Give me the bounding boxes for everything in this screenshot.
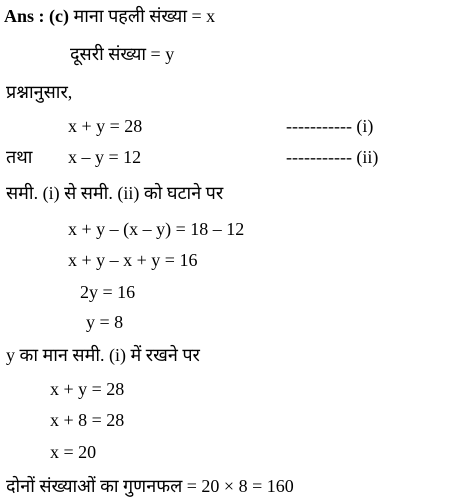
tatha-label: तथा xyxy=(6,147,33,167)
ans-line xyxy=(4,7,215,25)
subtract-step-1: x + y – (x – y) = 18 – 12 xyxy=(68,219,245,239)
substitute-step-3: x = 20 xyxy=(50,442,97,462)
equation-2: x – y = 12 xyxy=(68,147,142,167)
subtract-step-3: 2y = 16 xyxy=(80,282,136,302)
ans-label: Ans : xyxy=(4,6,45,26)
product-statement: दोनों संख्याओं का गुणनफल = 20 × 8 = 160 xyxy=(6,476,294,496)
let-second-number: दूसरी संख्या = y xyxy=(70,44,175,64)
equation-1: x + y = 28 xyxy=(68,116,143,136)
ans-option: (c) xyxy=(49,6,69,26)
subtract-statement: समी. (i) से समी. (ii) को घटाने पर xyxy=(6,183,224,203)
subtract-step-2: x + y – x + y = 16 xyxy=(68,250,198,270)
substitute-step-2: x + 8 = 28 xyxy=(50,410,125,430)
let-first-number: माना पहली संख्या = x xyxy=(73,6,216,26)
according-to-question: प्रश्नानुसार, xyxy=(6,82,73,102)
substitute-step-1: x + y = 28 xyxy=(50,379,125,399)
equation-2-tag: ----------- (ii) xyxy=(286,147,379,167)
subtract-step-4: y = 8 xyxy=(86,312,124,332)
equation-1-tag: ----------- (i) xyxy=(286,116,374,136)
substitute-statement: y का मान समी. (i) में रखने पर xyxy=(6,345,200,365)
